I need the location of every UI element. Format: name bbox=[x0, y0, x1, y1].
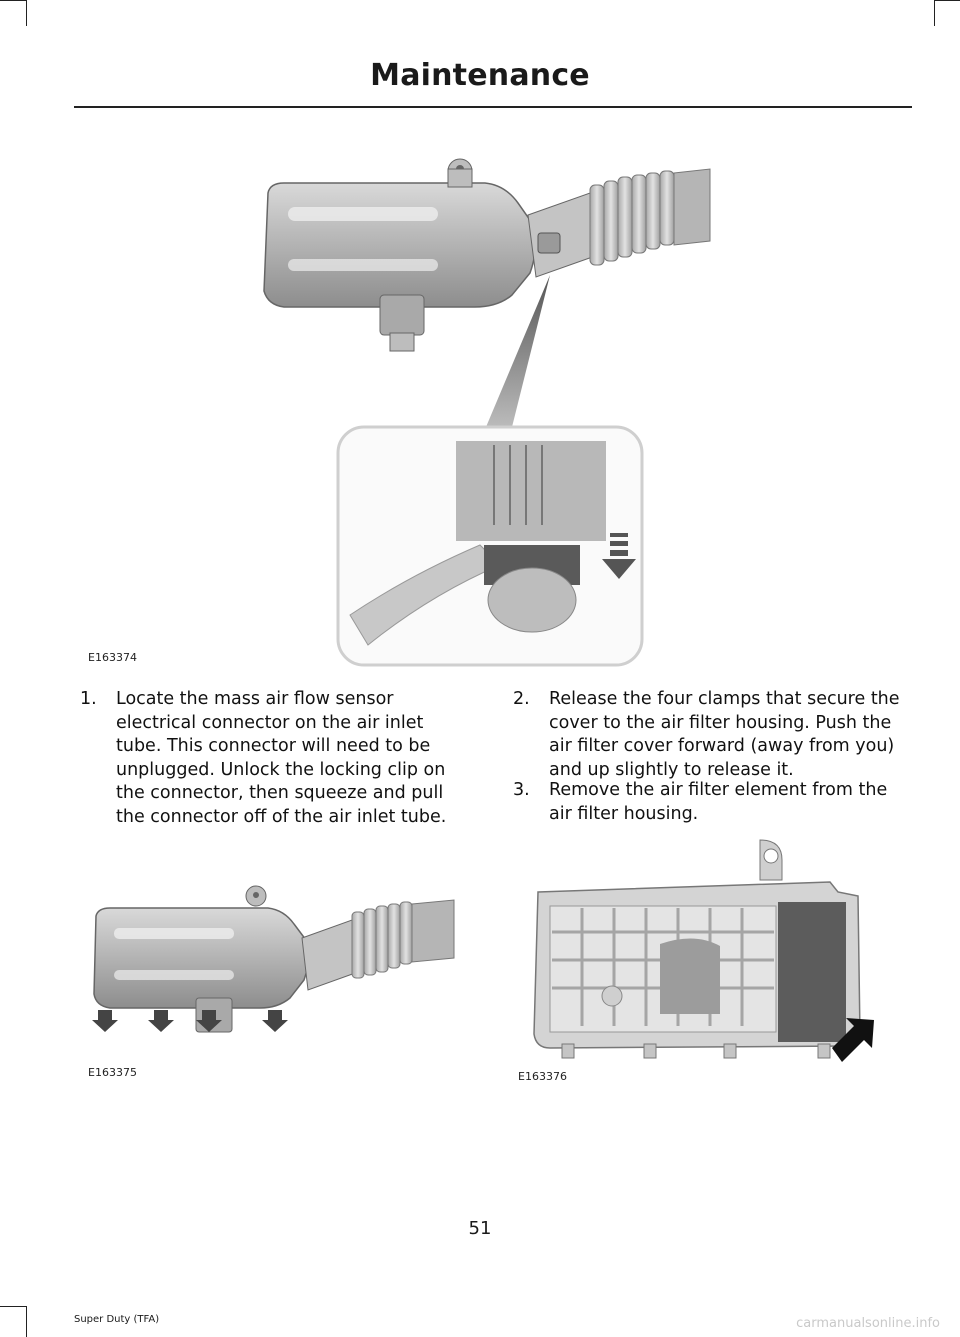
step-number: 3. bbox=[513, 780, 530, 800]
step-2 bbox=[513, 688, 913, 782]
step-number: 1. bbox=[80, 689, 97, 709]
step-3 bbox=[513, 779, 913, 826]
watermark: carmanualsonline.info bbox=[796, 1316, 940, 1331]
page-title: Maintenance bbox=[370, 58, 590, 93]
page-number: 51 bbox=[468, 1218, 492, 1239]
footer-model: Super Duty (TFA) bbox=[74, 1314, 160, 1325]
figure-code: E163374 bbox=[88, 651, 137, 664]
step-number: 2. bbox=[513, 689, 530, 709]
figure-code: E163376 bbox=[518, 1070, 567, 1083]
figure-air-filter-clamps bbox=[88, 880, 463, 1060]
header-divider bbox=[74, 106, 912, 108]
crop-mark bbox=[0, 1306, 26, 1307]
step-1 bbox=[80, 688, 470, 829]
crop-mark bbox=[0, 0, 26, 1]
step-text: Locate the mass air flow sensor electrical connector on the air inlet tube. This connector will need to be unplugged. Unlock the locking clip on the connector, then squeeze and pull the connector off of the air inlet tube. bbox=[116, 689, 447, 827]
crop-mark bbox=[934, 0, 960, 1]
step-text: Release the four clamps that secure the cover to the air filter housing. Push the air filter cover forward (away from you) and up slightly to release it. bbox=[549, 689, 900, 780]
figure-air-filter-housing bbox=[520, 836, 890, 1066]
crop-mark bbox=[934, 0, 935, 26]
figure-mass-air-flow-connector bbox=[250, 145, 720, 670]
crop-mark bbox=[26, 0, 27, 26]
figure-code: E163375 bbox=[88, 1066, 137, 1079]
crop-mark bbox=[26, 1306, 27, 1337]
step-text: Remove the air filter element from the air filter housing. bbox=[549, 780, 888, 824]
